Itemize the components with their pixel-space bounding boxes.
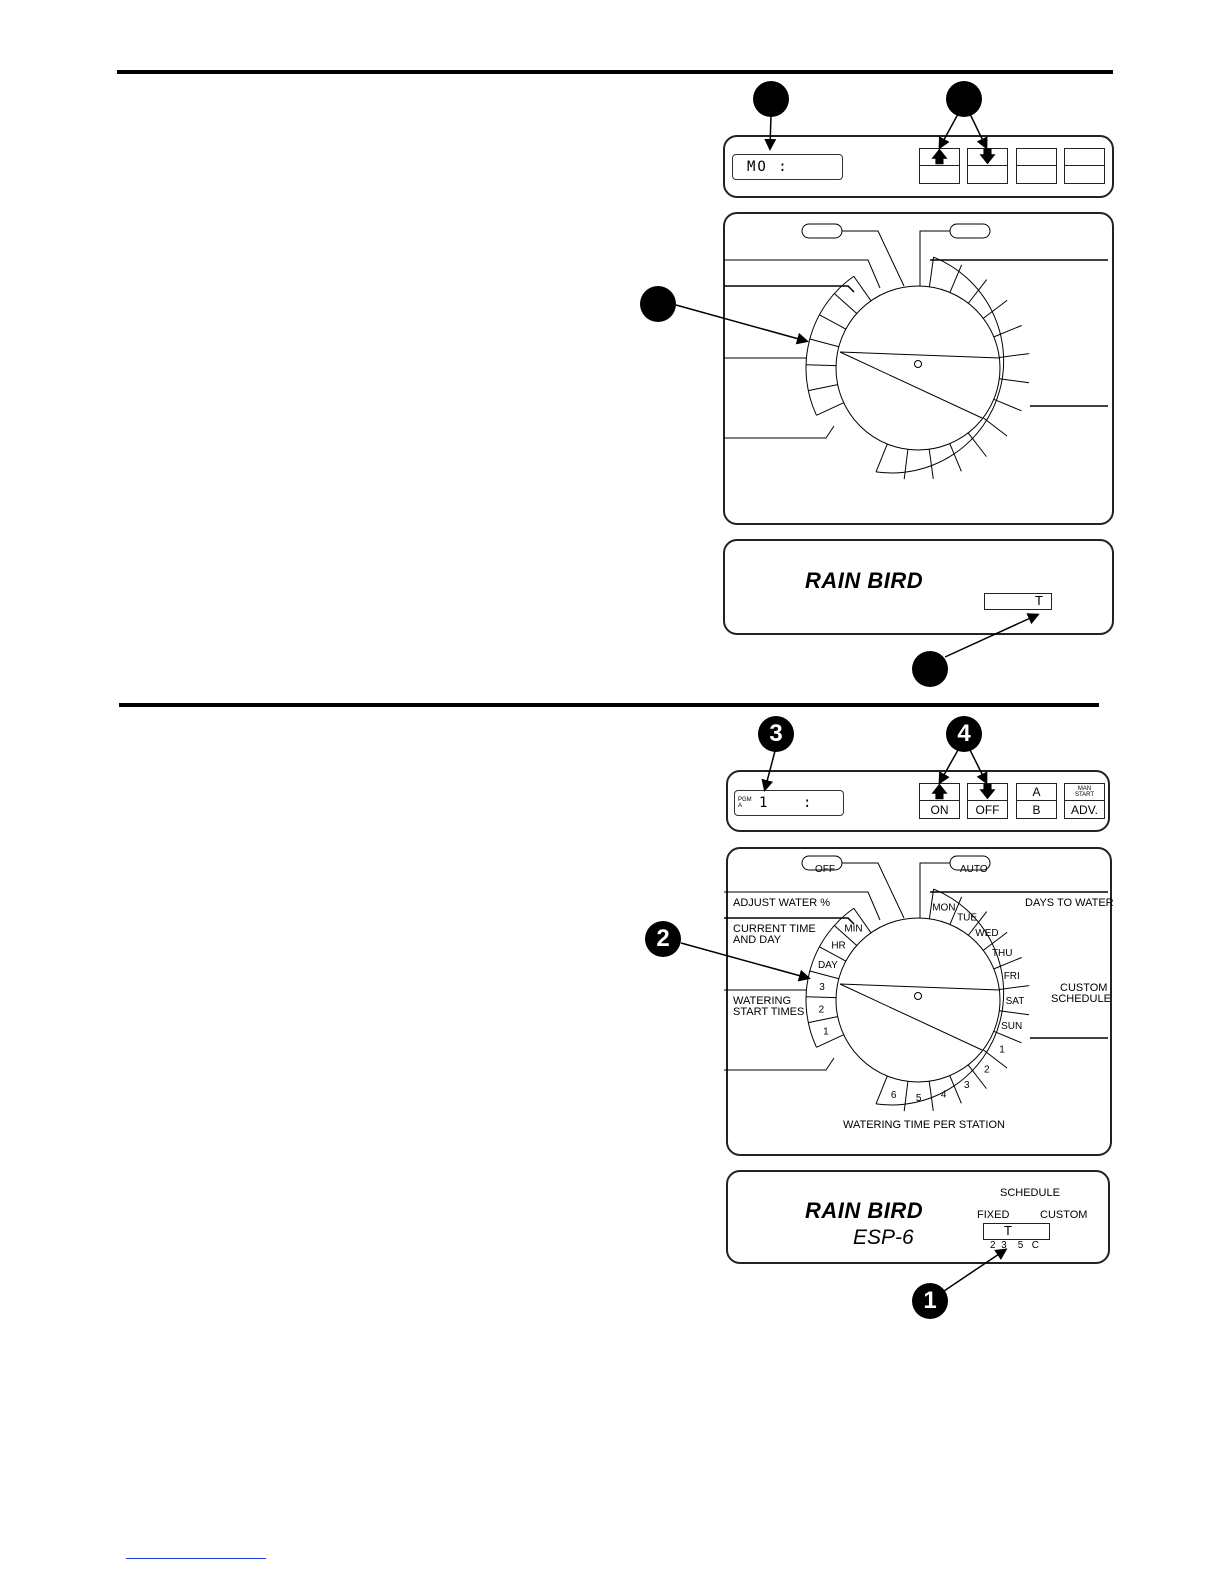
top-arrow-up-key [940, 114, 958, 147]
dial-left-segment-label: MIN [844, 923, 863, 935]
dial-watering-start-label-2: START TIMES [733, 1006, 805, 1018]
dial-current-time-label-2: AND DAY [733, 934, 782, 946]
top-brand-logo: RAIN BIRD [805, 568, 924, 593]
dial-right-segment-label: 3 [964, 1079, 970, 1091]
program-a-label: A [1017, 784, 1056, 801]
dial-segment-divider [999, 1011, 1029, 1015]
dial-left-arc [806, 276, 854, 415]
dial-segment-divider [929, 257, 933, 287]
callout-4: 4 [946, 716, 982, 752]
dial-right-segment-label: SAT [1005, 996, 1025, 1008]
dial-segment-divider [876, 444, 887, 472]
schedule-custom-label: CUSTOM [1040, 1209, 1088, 1221]
man-start-label: MAN START [1065, 784, 1104, 801]
arrow-down-icon: 🡇 [979, 782, 996, 801]
callout-1: 1 [912, 1283, 948, 1319]
callout-2: 2 [645, 921, 681, 957]
top-arrow-slider [945, 615, 1037, 657]
arrow-lcd [765, 751, 775, 789]
top-slider-mark: T [1035, 593, 1043, 608]
dial-right-segment-label: SUN [1001, 1021, 1023, 1033]
lcd-colon: : [803, 795, 814, 811]
brand-logo: RAIN BIRD [805, 1198, 924, 1223]
dial-left-segment-label: 1 [823, 1026, 829, 1038]
dial-segment-divider [983, 300, 1007, 318]
arrow-up-key [940, 750, 958, 782]
dial-right-segment-label: 5 [915, 1092, 922, 1104]
dial-segment-divider [876, 1076, 887, 1104]
dial-right-segment-label: 4 [940, 1089, 947, 1101]
lcd-program-label: PGM A [738, 797, 752, 809]
dial-center [915, 993, 922, 1000]
dial-right-segment-label: WED [975, 927, 999, 939]
dial-right-segment-label: TUE [957, 912, 978, 924]
lcd-digit: 1 [759, 795, 770, 811]
dial-custom-label-1: CUSTOM [1060, 982, 1108, 994]
dial-line-1 [840, 352, 1000, 358]
dial-current-time-label-1: CURRENT TIME [733, 923, 816, 935]
dial-segment-divider [994, 1031, 1022, 1042]
arrow-down-key [970, 750, 986, 782]
dial-segment-divider [806, 997, 836, 998]
top-arrow-down-key [970, 114, 986, 147]
model-label: ESP-6 [853, 1226, 914, 1249]
dial-left-segment-label: DAY [817, 960, 838, 972]
dial-segment-divider [808, 385, 837, 391]
dial-line-2 [840, 984, 982, 1050]
dial-leader-adjust [724, 260, 880, 288]
dial-segment-divider [904, 449, 908, 479]
dial-segment-divider [816, 1035, 843, 1048]
dial-adjust-water-label: ADJUST WATER % [733, 897, 830, 909]
bottom-dial [724, 856, 1108, 1111]
dial-auto-pill[interactable] [950, 224, 990, 238]
dial-segment-divider [854, 276, 871, 301]
dial-segment-divider [834, 294, 856, 314]
off-label: OFF [975, 802, 1000, 817]
arrow-dial [681, 943, 808, 978]
dial-segment-divider [999, 379, 1029, 383]
dial-segment-divider [994, 399, 1022, 410]
dial-auto-label: AUTO [960, 864, 988, 875]
dial-segment-divider [816, 403, 843, 416]
dial-segment-divider [904, 1081, 908, 1111]
top-dial [724, 224, 1108, 479]
dial-segment-divider [819, 315, 845, 329]
callout-3: 3 [758, 716, 794, 752]
dial-watering-time-label: WATERING TIME PER STATION [843, 1119, 1005, 1131]
arrow-up-icon: 🡅 [931, 147, 948, 166]
arrow-slider [944, 1250, 1005, 1291]
dial-segment-divider [950, 1076, 962, 1104]
dial-segment-divider [950, 444, 962, 472]
dial-segment-divider [810, 339, 839, 347]
dial-right-segment-label: 6 [890, 1089, 897, 1101]
schedule-positions: 2 3 5 C [990, 1240, 1039, 1251]
arrow-up-icon: 🡅 [931, 782, 948, 801]
dial-right-segment-label: 2 [983, 1064, 990, 1076]
top-arrow-lcd [770, 115, 771, 148]
dial-off-label: OFF [815, 864, 835, 875]
schedule-fixed-label: FIXED [977, 1209, 1010, 1221]
dial-off-pill[interactable] [802, 224, 842, 238]
schedule-title: SCHEDULE [1000, 1187, 1060, 1199]
dial-segment-divider [968, 433, 986, 457]
dial-leader-start-end [724, 426, 834, 438]
dial-segment-divider [808, 1017, 837, 1023]
dial-custom-label-2: SCHEDULE [1051, 993, 1111, 1005]
adv-label: ADV. [1071, 802, 1098, 817]
dial-segment-divider [929, 1081, 933, 1111]
dial-left-segment-label: HR [831, 940, 846, 952]
dial-line-1 [840, 984, 1000, 990]
arrow-down-icon: 🡇 [979, 147, 996, 166]
dial-watering-start-label-1: WATERING [733, 995, 792, 1007]
top-lcd-text: MO : [747, 159, 789, 175]
dial-left-segment-label: 3 [819, 981, 825, 993]
on-label: ON [930, 802, 949, 817]
dial-segment-divider [806, 365, 836, 366]
schedule-slider-mark: T [1004, 1223, 1012, 1238]
dial-left-segment-label: 2 [818, 1004, 825, 1016]
dial-segment-divider [929, 449, 933, 479]
dial-right-segment-label: 1 [999, 1044, 1005, 1056]
dial-line-2 [840, 352, 982, 418]
dial-right-segment-label: MON [932, 902, 956, 914]
dial-right-segment-label: FRI [1003, 971, 1020, 983]
program-b-label: B [1032, 802, 1041, 817]
dial-days-to-water-label: DAYS TO WATER [1025, 897, 1114, 909]
dial-auto-leader [920, 231, 950, 286]
dial-segment-divider [968, 280, 986, 304]
dial-segment-divider [810, 971, 839, 979]
footer-link-underline [126, 1558, 266, 1559]
dial-leader-time [724, 286, 854, 292]
dial-center [915, 361, 922, 368]
dial-right-segment-label: THU [991, 947, 1013, 959]
top-arrow-dial [676, 305, 806, 341]
dial-leader-start-end [724, 1058, 834, 1070]
